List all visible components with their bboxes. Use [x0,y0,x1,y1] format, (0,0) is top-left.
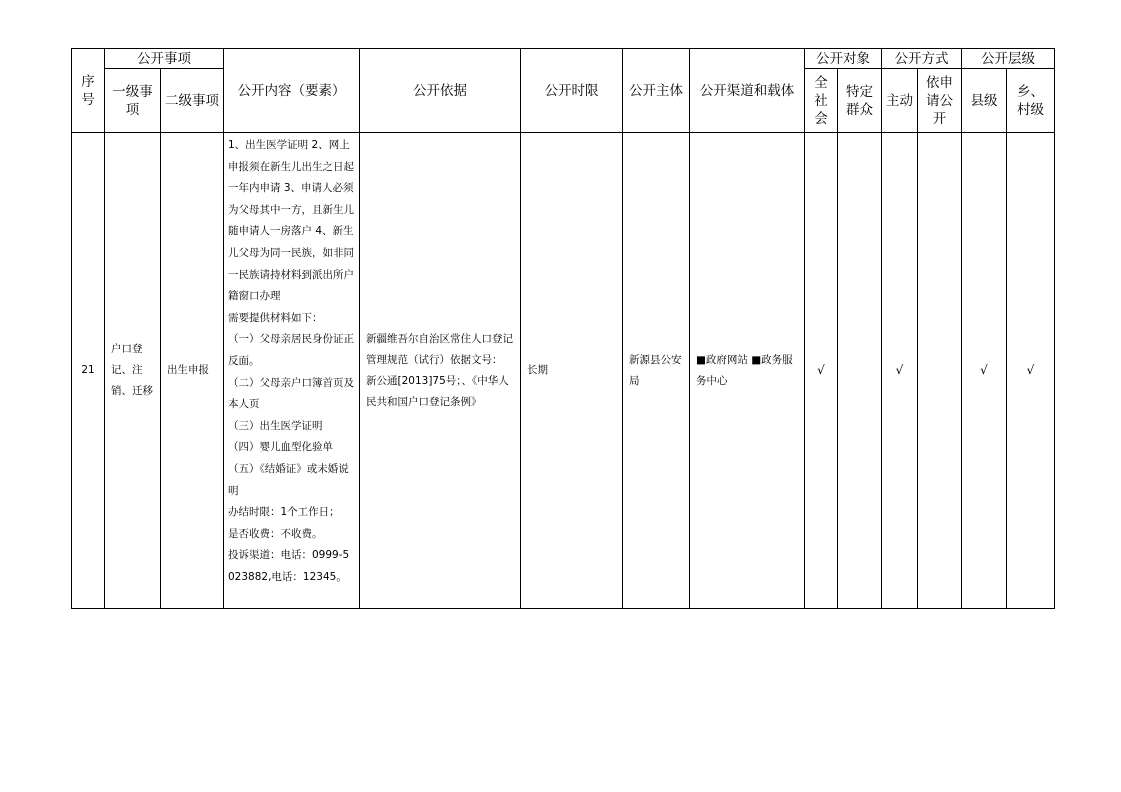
header-level2: 二级事项 [161,69,224,133]
row-level2: 出生申报 [161,133,224,609]
header-township: 乡、村级 [1007,69,1055,133]
row-basis: 新疆维吾尔自治区常住人口登记管理规范（试行）依据文号： 新公通[2013]75号；、《中华人民共和国户口登记条例》 [360,133,521,609]
header-matter-group: 公开事项 [105,49,224,69]
row-whole-society-check: √ [805,133,838,609]
header-time-limit: 公开时限 [521,49,623,133]
header-basis: 公开依据 [360,49,521,133]
row-time-limit: 长期 [521,133,623,609]
header-target-group: 公开对象 [805,49,882,69]
header-whole-society: 全社会 [805,69,838,133]
header-specific-group: 特定群众 [838,69,882,133]
header-channel: 公开渠道和载体 [690,49,805,133]
row-seq: 21 [72,133,105,609]
header-subject: 公开主体 [623,49,690,133]
row-active-check: √ [882,133,918,609]
row-channel: ■政府网站 ■政务服务中心 [690,133,805,609]
table-row [72,133,1055,609]
header-seq: 序号 [72,49,105,133]
header-level-group: 公开层级 [962,49,1055,69]
row-subject: 新源县公安局 [623,133,690,609]
disclosure-table [71,48,1055,609]
header-on-request: 依申请公开 [918,69,962,133]
row-level1: 户口登记、注销、迁移 [105,133,161,609]
row-township-check: √ [1007,133,1055,609]
header-county: 县级 [962,69,1007,133]
header-method-group: 公开方式 [882,49,962,69]
row-county-check: √ [962,133,1007,609]
header-active: 主动 [882,69,918,133]
header-level1: 一级事项 [105,69,161,133]
row-content: 1、出生医学证明 2、网上申报须在新生儿出生之日起一年内申请 3、申请人必须为父母其中一方，且新生儿随申请人一房落户 4、新生儿父母为同一民族，如非同一民族请持材料到派出所户籍窗口办理 需要提供材料如下： （一）父母亲居民身份证正反面。 （二）父母亲户口簿首页及本人页 （三）出生医学证明 （四）婴儿血型化验单 （五）《结婚证》或未婚说明 办结时限：1个工作日； 是否收费：不收费。 投诉渠道：电话：0999-5023882,电话：12345。 [224,133,360,609]
row-on-request-check [918,133,962,609]
row-specific-group-check [838,133,882,609]
header-content: 公开内容（要素） [224,49,360,133]
